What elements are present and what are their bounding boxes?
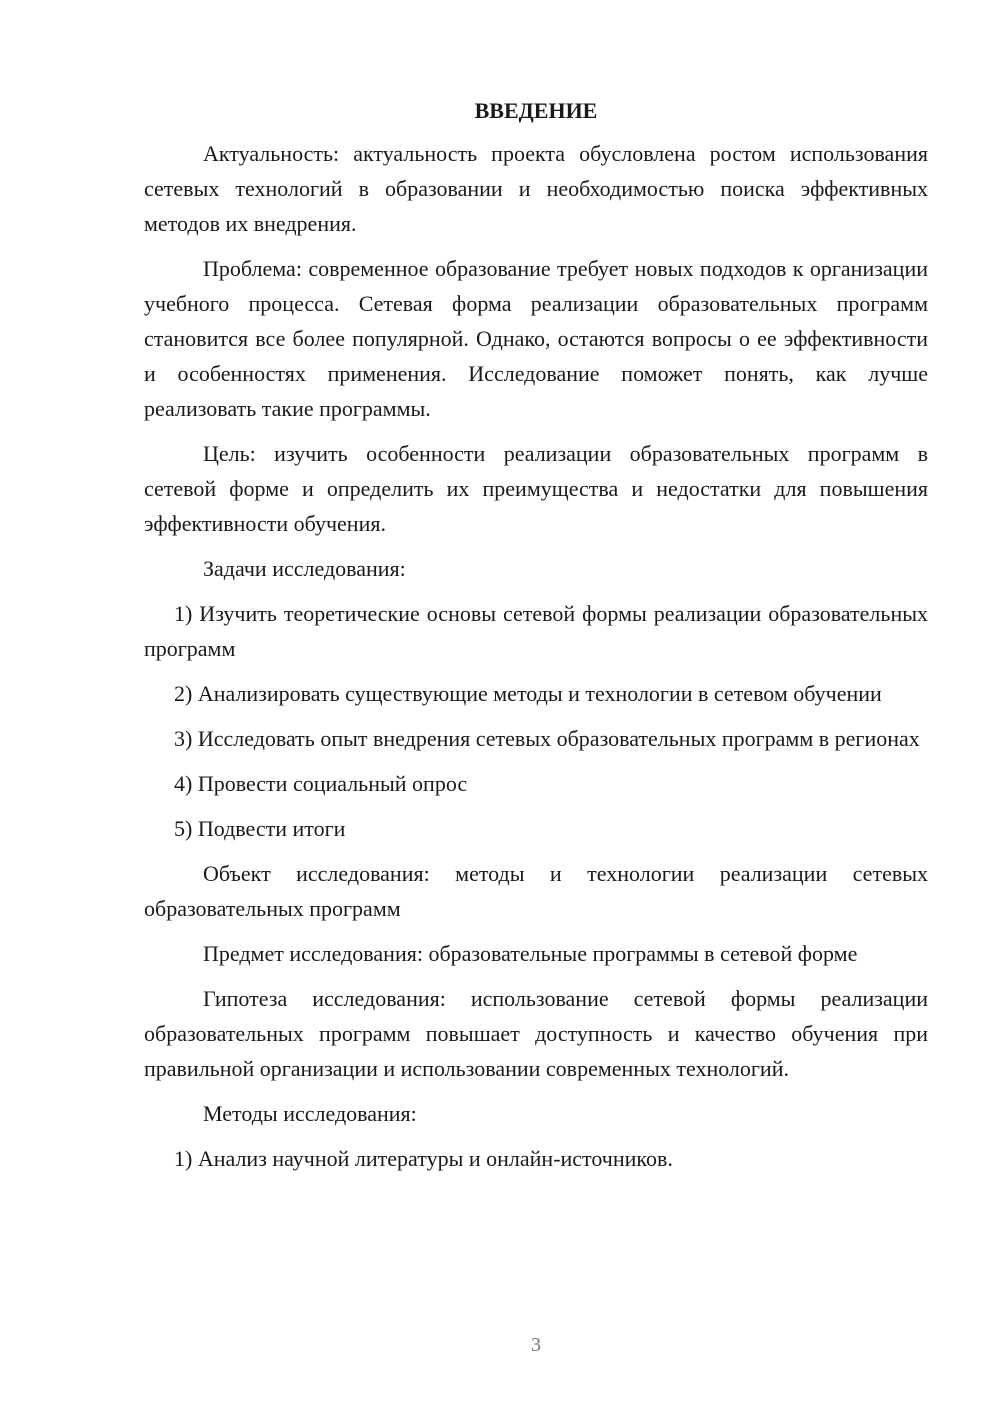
- object-paragraph: Объект исследования: методы и технологии реализации сетевых образовательных программ: [144, 861, 928, 921]
- methods-heading: Методы исследования:: [203, 1101, 417, 1126]
- tasks-heading: Задачи исследования:: [203, 556, 406, 581]
- section-title: ВВЕДЕНИЕ: [474, 98, 598, 123]
- relevance-paragraph: Актуальность: актуальность проекта обусловлена ростом использования сетевых технологий в образовании и необходимостью поиска эффективных методов их внедрения.: [144, 141, 928, 236]
- problem-paragraph: Проблема: современное образование требует новых подходов к организации учебного процесса. Сетевая форма реализации образовательных программ становится все более популярной. Однако, остаются вопросы о ее эффективности и особенностях применения. Исследование поможет понять, как лучше реализовать такие программы.: [144, 256, 928, 421]
- page-number: 3: [531, 1334, 541, 1356]
- task-item: 3) Исследовать опыт внедрения сетевых образовательных программ в регионах: [174, 726, 920, 751]
- method-item: 1) Анализ научной литературы и онлайн-источников.: [174, 1146, 673, 1171]
- document-page: [144, 96, 928, 1186]
- task-item: 1) Изучить теоретические основы сетевой формы реализации образовательных программ: [144, 601, 928, 661]
- goal-paragraph: Цель: изучить особенности реализации образовательных программ в сетевой форме и определить их преимущества и недостатки для повышения эффективности обучения.: [144, 441, 928, 536]
- task-item: 4) Провести социальный опрос: [174, 771, 468, 796]
- task-item: 5) Подвести итоги: [174, 816, 346, 841]
- task-item: 2) Анализировать существующие методы и технологии в сетевом обучении: [174, 681, 882, 706]
- hypothesis-paragraph: Гипотеза исследования: использование сетевой формы реализации образовательных программ повышает доступность и качество обучения при правильной организации и использовании современных технологий.: [144, 986, 928, 1081]
- subject-paragraph: Предмет исследования: образовательные программы в сетевой форме: [203, 941, 858, 966]
